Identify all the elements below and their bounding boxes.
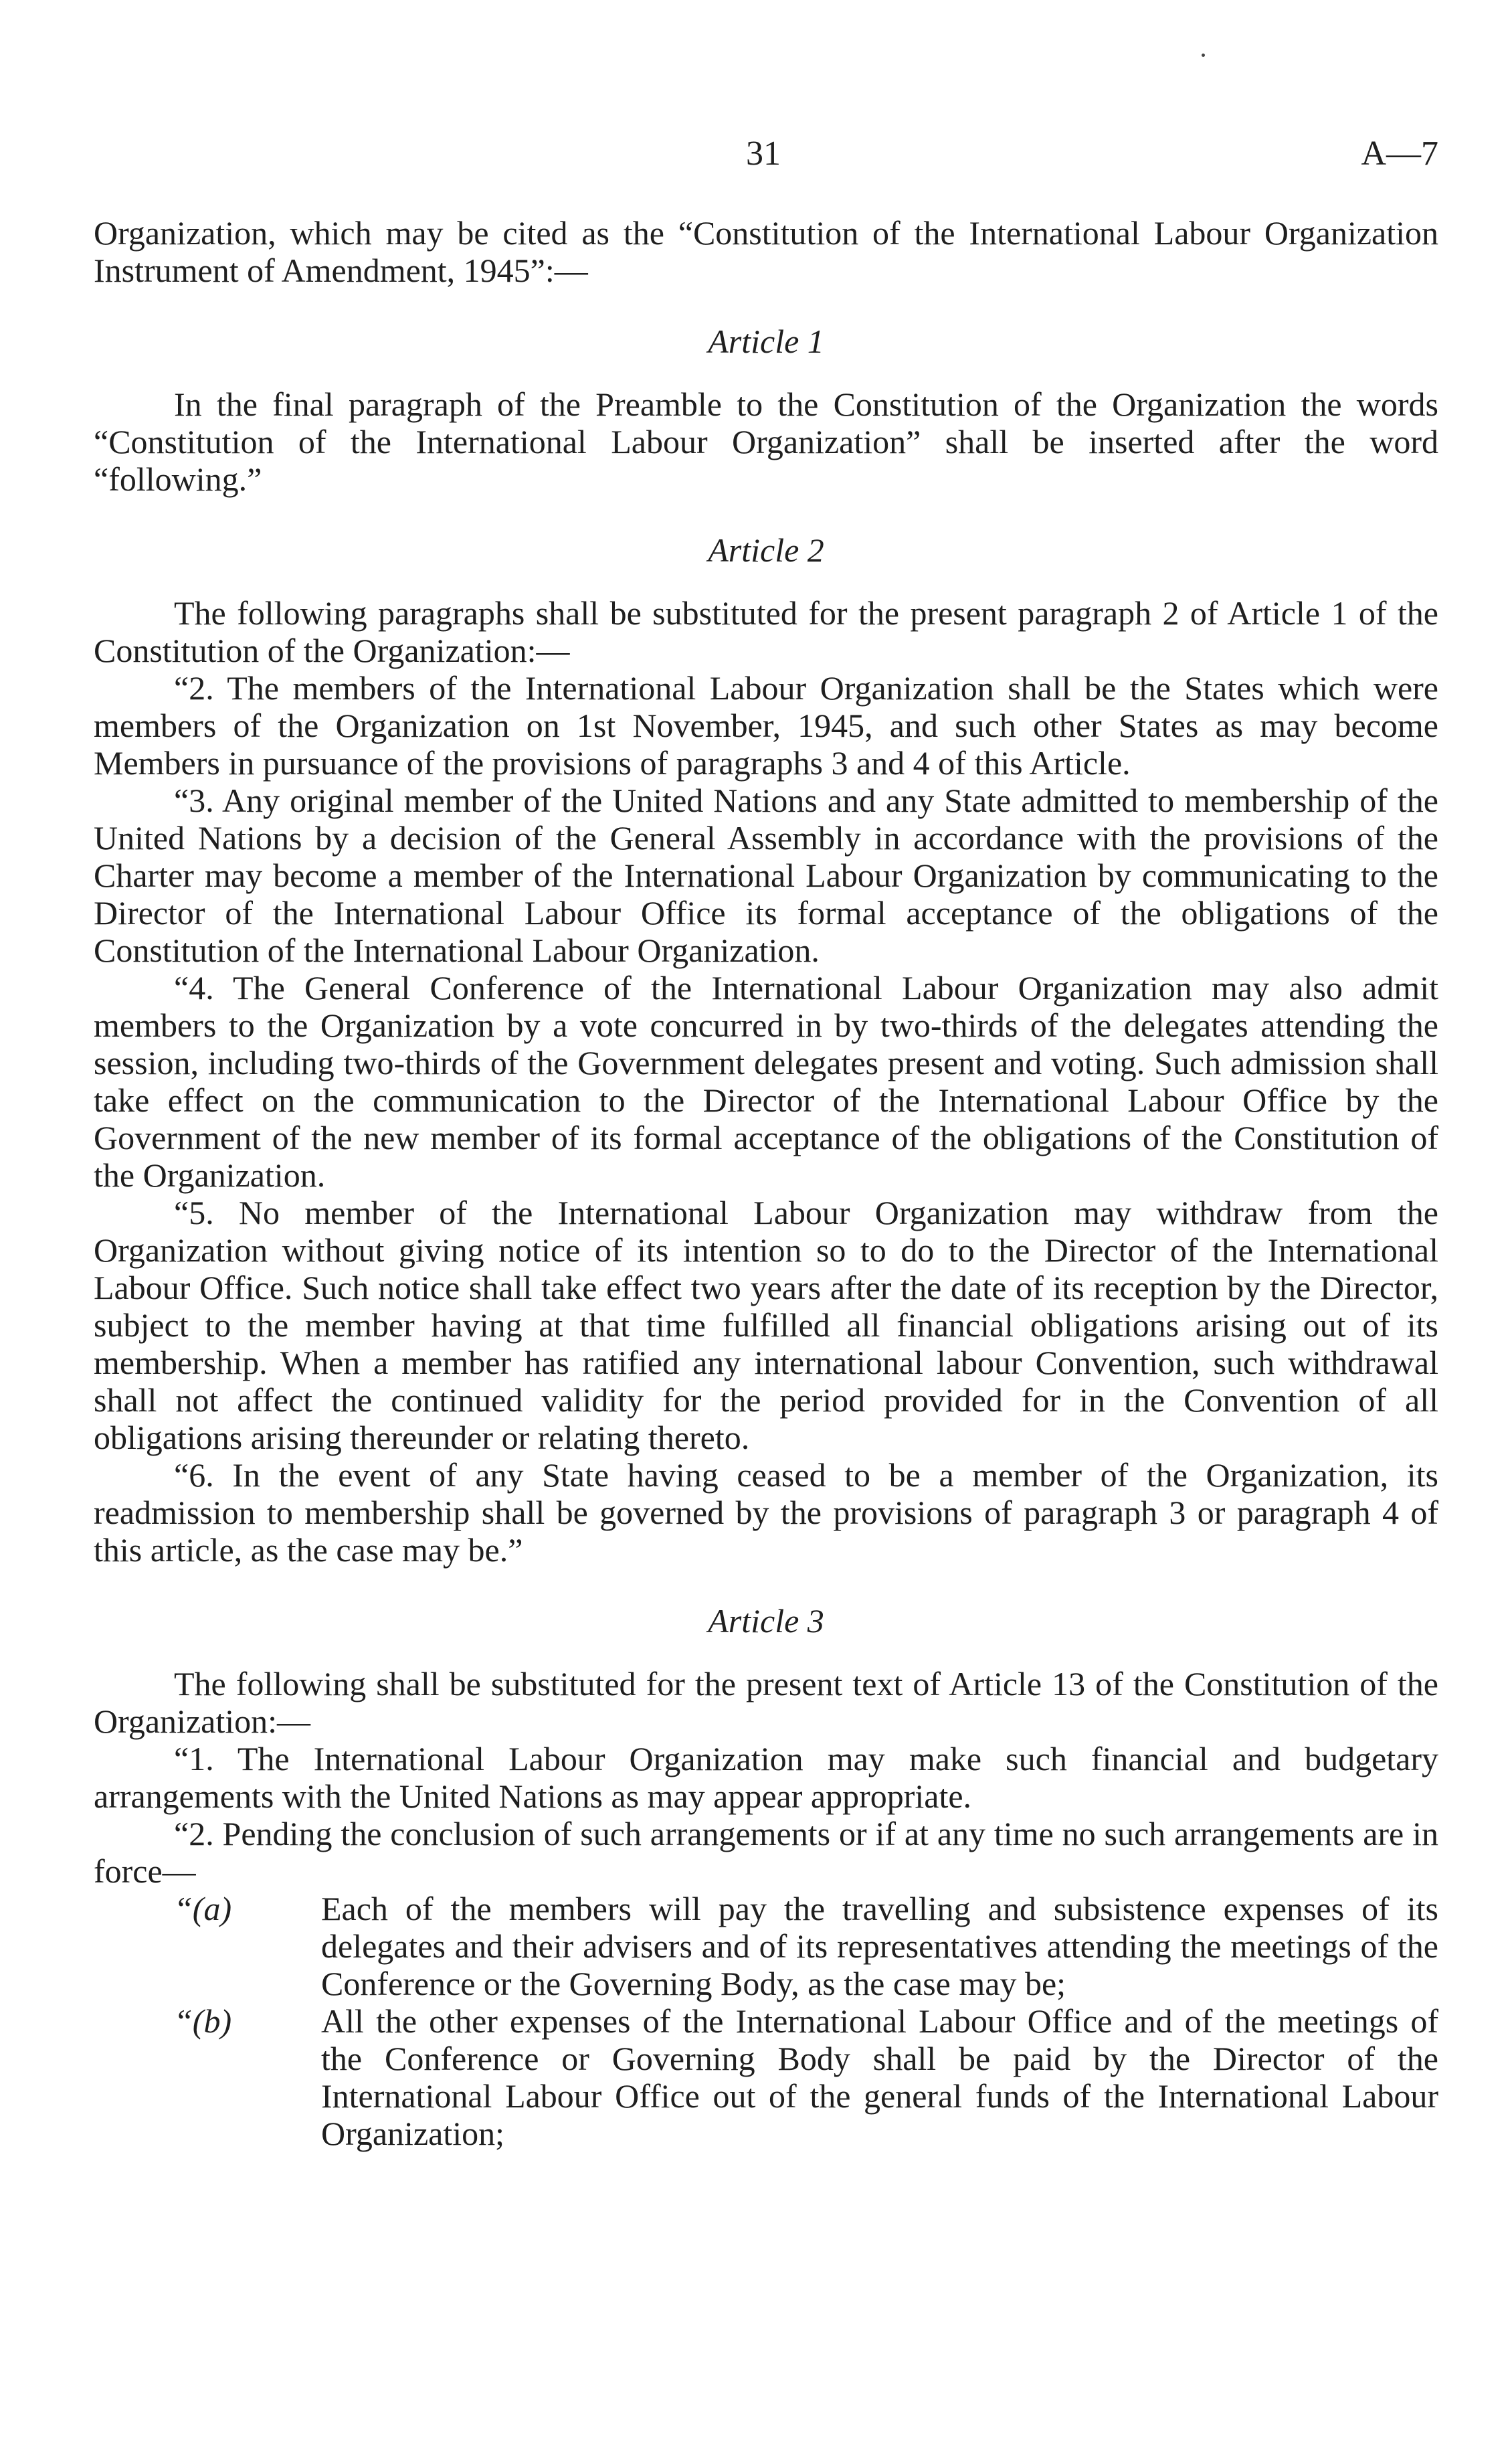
article-1-heading: Article 1 xyxy=(708,323,824,360)
intro-paragraph: Organization, which may be cited as the “Constitution of the International Labour Organization Instrument of Amendment, 1945”:— xyxy=(94,214,1438,289)
document-page xyxy=(94,134,1438,2152)
list-item-text: All the other expenses of the International Labour Office and of the meetings of the Conference or Governing Body shall be paid by the Director of the International Labour Office out of the general funds of the International Labour Organization; xyxy=(321,2002,1438,2152)
stray-mark xyxy=(1202,54,1205,57)
article-2-paragraph: “2. The members of the International Labour Organization shall be the States which were members of the Organization on 1st November, 1945, and such other States as may become Members in pursuance of the provisions of paragraphs 3 and 4 of this Article. xyxy=(94,669,1438,782)
article-2-paragraph: “4. The General Conference of the International Labour Organization may also admit members to the Organization by a vote concurred in by two-thirds of the delegates attending the session, including two-thirds of the Government delegates present and voting. Such admission shall take effect on the communication to the Director of the International Labour Office by the Government of the new member of its formal acceptance of the obligations of the Constitution of the Organization. xyxy=(94,969,1438,1194)
article-2-paragraph: “5. No member of the International Labour Organization may withdraw from the Organization without giving notice of its intention so to do to the Director of the International Labour Office. Such notice shall take effect two years after the date of its reception by the Director, subject to the member having at that time fulfilled all financial obligations arising out of its membership. When a member has ratified any international labour Convention, such withdrawal shall not affect the continued validity for the period provided for in the Convention of all obligations arising thereunder or relating thereto. xyxy=(94,1194,1438,1456)
article-2-paragraph: The following paragraphs shall be substituted for the present paragraph 2 of Article 1 of the Constitution of the Organization:— xyxy=(94,594,1438,669)
list-item xyxy=(94,2002,1438,2152)
article-3-paragraph: “1. The International Labour Organization may make such financial and budgetary arrangements with the United Nations as may appear appropriate. xyxy=(94,1740,1438,1815)
article-3-paragraph: The following shall be substituted for the present text of Article 13 of the Constitution of the Organization:— xyxy=(94,1665,1438,1740)
article-3-paragraph: “2. Pending the conclusion of such arrangements or if at any time no such arrangements are in force— xyxy=(94,1815,1438,1890)
article-2-heading: Article 2 xyxy=(708,531,824,569)
list-item-label: “(b) xyxy=(174,2002,232,2040)
article-1-paragraph: In the final paragraph of the Preamble to the Constitution of the Organization the words “Constitution of the International Labour Organization” shall be inserted after the word “following.” xyxy=(94,385,1438,498)
page-number: 31 xyxy=(746,135,781,173)
list-item xyxy=(94,1890,1438,2002)
article-3-heading: Article 3 xyxy=(708,1602,824,1640)
page-header xyxy=(94,134,1438,181)
list-item-text: Each of the members will pay the travelling and subsistence expenses of its delegates and their advisers and of its representatives attending the meetings of the Conference or the Governing Body, as the case may be; xyxy=(321,1890,1438,2002)
article-2-paragraph: “6. In the event of any State having ceased to be a member of the Organization, its readmission to membership shall be governed by the provisions of paragraph 3 or paragraph 4 of this article, as the case may be.” xyxy=(94,1456,1438,1569)
list-item-label: “(a) xyxy=(174,1890,232,1927)
article-2-paragraph: “3. Any original member of the United Nations and any State admitted to membership of the United Nations by a decision of the General Assembly in accordance with the provisions of the Charter may become a member of the International Labour Organization by communicating to the Director of the International Labour Office its formal acceptance of the obligations of the Constitution of the International Labour Organization. xyxy=(94,782,1438,969)
document-reference: A—7 xyxy=(1361,135,1438,173)
